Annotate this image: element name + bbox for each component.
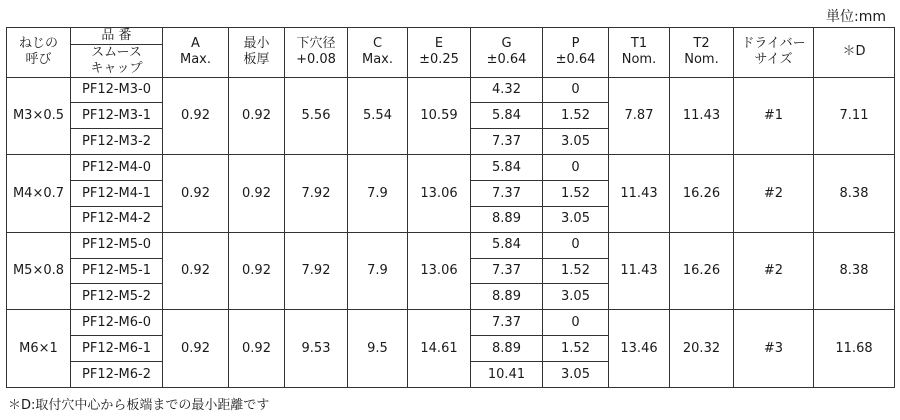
c-cell: 7.9	[348, 232, 408, 310]
header-g: G ±0.64	[471, 28, 543, 78]
footnote: ＊D:取付穴中心から板端までの最小距離です	[8, 398, 270, 413]
header-p: P ±0.64	[543, 28, 609, 78]
c-cell: 5.54	[348, 77, 408, 155]
t1-cell: 11.43	[609, 155, 670, 233]
g-cell: 5.84	[471, 103, 543, 129]
part-number-cell: PF12-M6-1	[71, 336, 163, 362]
p-cell: 1.52	[543, 181, 609, 207]
p-cell: 3.05	[543, 129, 609, 155]
e-cell: 14.61	[408, 310, 471, 388]
min-thickness-cell: 0.92	[229, 77, 285, 155]
e-cell: 10.59	[408, 77, 471, 155]
g-cell: 5.84	[471, 232, 543, 258]
p-cell: 1.52	[543, 258, 609, 284]
header-t1: T1 Nom.	[609, 28, 670, 78]
part-number-cell: PF12-M5-0	[71, 232, 163, 258]
t1-cell: 11.43	[609, 232, 670, 310]
thread-cell: M3×0.5	[7, 77, 71, 155]
g-cell: 7.37	[471, 310, 543, 336]
min-thickness-cell: 0.92	[229, 155, 285, 233]
p-cell: 3.05	[543, 284, 609, 310]
part-number-cell: PF12-M6-0	[71, 310, 163, 336]
part-number-cell: PF12-M4-1	[71, 181, 163, 207]
p-cell: 0	[543, 155, 609, 181]
header-min-thickness: 最小 板厚	[229, 28, 285, 78]
p-cell: 3.05	[543, 362, 609, 388]
thread-cell: M6×1	[7, 310, 71, 388]
table-row	[7, 310, 895, 336]
e-cell: 13.06	[408, 155, 471, 233]
p-cell: 0	[543, 310, 609, 336]
hole-cell: 9.53	[285, 310, 348, 388]
header-driver-size: ドライバー サイズ	[734, 28, 814, 78]
driver-cell: #2	[734, 155, 814, 233]
part-number-cell: PF12-M5-1	[71, 258, 163, 284]
table-row	[7, 77, 895, 103]
t2-cell: 16.26	[670, 232, 734, 310]
d-cell: 8.38	[814, 155, 895, 233]
part-number-cell: PF12-M3-0	[71, 77, 163, 103]
hole-cell: 7.92	[285, 155, 348, 233]
p-cell: 3.05	[543, 206, 609, 232]
g-cell: 7.37	[471, 129, 543, 155]
g-cell: 5.84	[471, 155, 543, 181]
min-thickness-cell: 0.92	[229, 310, 285, 388]
a-cell: 0.92	[163, 310, 229, 388]
spec-table	[6, 27, 895, 388]
a-cell: 0.92	[163, 232, 229, 310]
driver-cell: #2	[734, 232, 814, 310]
part-number-cell: PF12-M3-1	[71, 103, 163, 129]
table-row	[7, 232, 895, 258]
g-cell: 8.89	[471, 206, 543, 232]
min-thickness-cell: 0.92	[229, 232, 285, 310]
header-e: E ±0.25	[408, 28, 471, 78]
c-cell: 7.9	[348, 155, 408, 233]
t1-cell: 7.87	[609, 77, 670, 155]
g-cell: 7.37	[471, 181, 543, 207]
header-c: C Max.	[348, 28, 408, 78]
table-row	[7, 155, 895, 181]
c-cell: 9.5	[348, 310, 408, 388]
header-thread: ねじの 呼び	[7, 28, 71, 78]
a-cell: 0.92	[163, 155, 229, 233]
p-cell: 1.52	[543, 103, 609, 129]
header-d: ＊D	[814, 28, 895, 78]
g-cell: 7.37	[471, 258, 543, 284]
g-cell: 8.89	[471, 284, 543, 310]
hole-cell: 7.92	[285, 232, 348, 310]
d-cell: 7.11	[814, 77, 895, 155]
d-cell: 11.68	[814, 310, 895, 388]
part-number-cell: PF12-M6-2	[71, 362, 163, 388]
hole-cell: 5.56	[285, 77, 348, 155]
p-cell: 0	[543, 77, 609, 103]
thread-cell: M4×0.7	[7, 155, 71, 233]
header-hole-diameter: 下穴径 +0.08	[285, 28, 348, 78]
a-cell: 0.92	[163, 77, 229, 155]
t2-cell: 16.26	[670, 155, 734, 233]
header-part-no: 品 番	[71, 28, 163, 45]
e-cell: 13.06	[408, 232, 471, 310]
t1-cell: 13.46	[609, 310, 670, 388]
part-number-cell: PF12-M4-0	[71, 155, 163, 181]
driver-cell: #1	[734, 77, 814, 155]
g-cell: 8.89	[471, 336, 543, 362]
part-number-cell: PF12-M4-2	[71, 206, 163, 232]
t2-cell: 11.43	[670, 77, 734, 155]
g-cell: 10.41	[471, 362, 543, 388]
d-cell: 8.38	[814, 232, 895, 310]
driver-cell: #3	[734, 310, 814, 388]
part-number-cell: PF12-M3-2	[71, 129, 163, 155]
part-number-cell: PF12-M5-2	[71, 284, 163, 310]
p-cell: 1.52	[543, 336, 609, 362]
g-cell: 4.32	[471, 77, 543, 103]
header-smooth-cap: スムース キャップ	[71, 44, 163, 77]
t2-cell: 20.32	[670, 310, 734, 388]
header-t2: T2 Nom.	[670, 28, 734, 78]
thread-cell: M5×0.8	[7, 232, 71, 310]
header-a: A Max.	[163, 28, 229, 78]
unit-label: 単位:mm	[826, 9, 886, 25]
p-cell: 0	[543, 232, 609, 258]
